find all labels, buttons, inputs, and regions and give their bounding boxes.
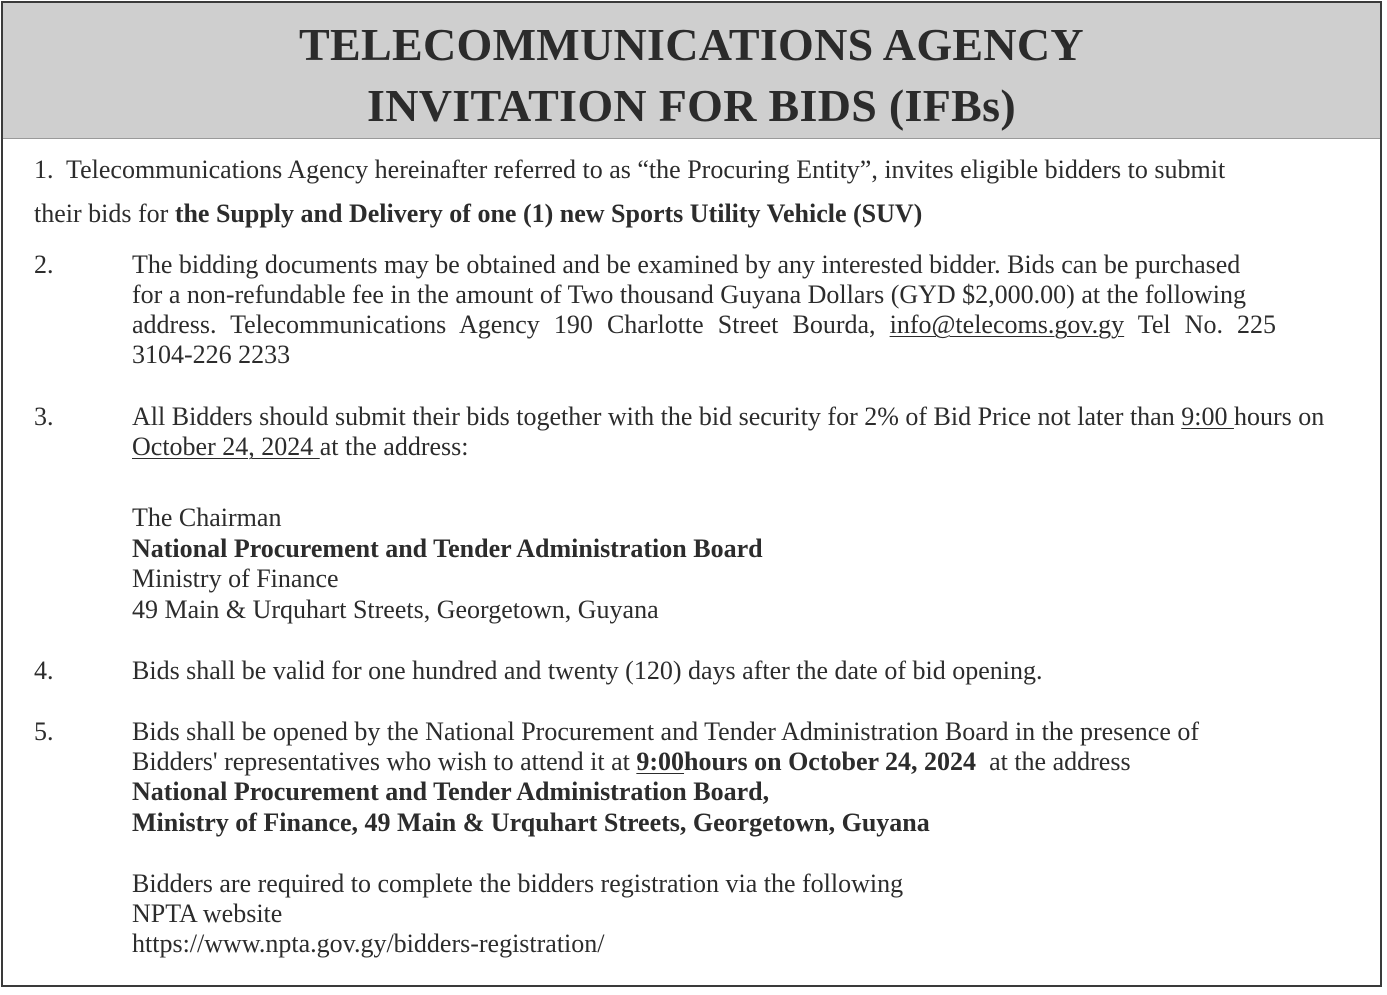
item1-subject: the Supply and Delivery of one (1) new Sports Utility Vehicle (SUV) (174, 199, 923, 228)
item1-number: 1. (34, 155, 54, 184)
item4-number: 4. (34, 656, 54, 685)
address-ministry: Ministry of Finance (132, 564, 339, 593)
item4-text: Bids shall be valid for one hundred and twenty (120) days after the date of bid opening. (132, 656, 1043, 685)
item2-address-text: address. Telecommunications Agency 190 Charlotte Street Bourda, (132, 310, 876, 339)
item2-number: 2. (34, 250, 54, 279)
registration-url[interactable]: https://www.npta.gov.gy/bidders-registration/ (132, 929, 605, 958)
item3-time: 9:00 (1181, 402, 1234, 431)
item3-text: All Bidders should submit their bids together with the bid security for 2% of Bid Price not later than (132, 402, 1182, 431)
item5-ministry-address: Ministry of Finance, 49 Main & Urquhart Streets, Georgetown, Guyana (132, 808, 930, 837)
item2-tel-text: Tel No. 225 (1137, 310, 1277, 339)
item3-address-lead: at the address: (319, 432, 469, 461)
address-board: National Procurement and Tender Administration Board (132, 534, 763, 563)
item5-line2-text: Bidders' representatives who wish to attend it at (132, 747, 637, 776)
item1-text-line1: Telecommunications Agency hereinafter referred to as “the Procuring Entity”, invites eligible bidders to submit (66, 155, 1226, 184)
item3-date: October 24, 2024 (132, 432, 320, 461)
item3-line1 (132, 402, 1324, 432)
notice-frame (1, 1, 1382, 987)
item3-hours-text: hours on (1233, 402, 1325, 431)
item5-time: 9:00 (636, 747, 685, 776)
item2-line2: for a non-refundable fee in the amount of Two thousand Guyana Dollars (GYD $2,000.00) at the following (132, 280, 1246, 309)
item2-line3-justified (132, 310, 1276, 340)
item5-date: hours on October 24, 2024 (684, 747, 977, 776)
registration-text-line2: NPTA website (132, 899, 283, 928)
item1-line2 (34, 199, 922, 229)
item2-line3 (132, 310, 1276, 340)
item3-line2 (132, 432, 468, 462)
address-street: 49 Main & Urquhart Streets, Georgetown, Guyana (132, 595, 659, 624)
address-title: The Chairman (132, 503, 282, 532)
item5-address-lead: at the address (976, 747, 1131, 776)
item2-line4: 3104-226 2233 (132, 340, 291, 369)
notice-header (3, 3, 1380, 139)
email-link[interactable]: info@telecoms.gov.gy (889, 310, 1125, 339)
item5-line2 (132, 747, 1131, 777)
item1-text-line2-prefix: their bids for (34, 199, 175, 228)
item2-line1: The bidding documents may be obtained and be examined by any interested bidder. Bids can be purchased (132, 250, 1241, 279)
item3-number: 3. (34, 402, 54, 431)
item5-board: National Procurement and Tender Administration Board, (132, 777, 770, 806)
item5-number: 5. (34, 717, 54, 746)
header-title-line1: TELECOMMUNICATIONS AGENCY (299, 19, 1084, 70)
item5-line1: Bids shall be opened by the National Procurement and Tender Administration Board in the presence of (132, 717, 1200, 746)
header-title-line2: INVITATION FOR BIDS (IFBs) (367, 80, 1016, 131)
registration-text-line1: Bidders are required to complete the bidders registration via the following (132, 869, 904, 898)
item1-line1 (34, 155, 1225, 185)
